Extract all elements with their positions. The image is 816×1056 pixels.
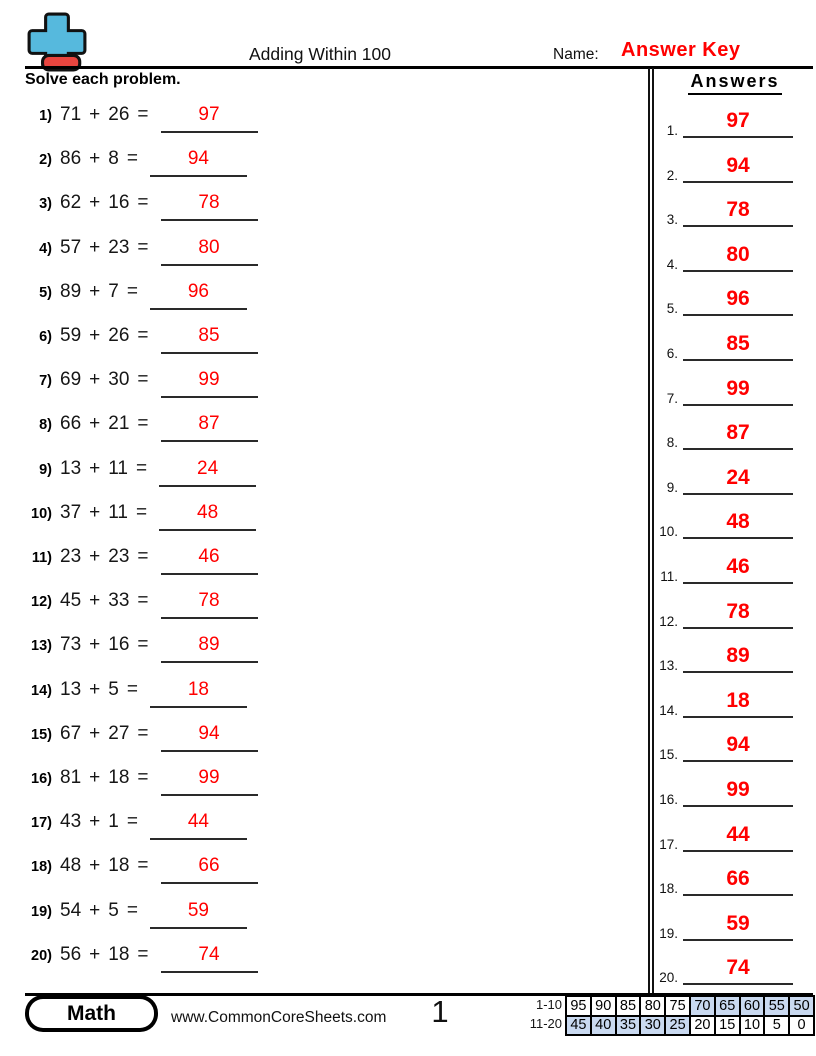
operand-a: 73 — [60, 634, 82, 656]
answer-key-line — [683, 552, 793, 584]
operand-b: 27 — [108, 722, 130, 744]
operand-a: 56 — [60, 943, 82, 965]
answer-value: 96 — [187, 280, 209, 302]
answer-key-row — [656, 554, 793, 584]
problem-number: 19) — [31, 903, 52, 920]
equals-sign: = — [137, 369, 149, 391]
equals-sign: = — [137, 722, 149, 744]
operand-a: 37 — [60, 501, 82, 523]
answer-value: 74 — [198, 943, 220, 965]
problem-number: 8) — [39, 417, 52, 434]
answer-key-row — [656, 822, 793, 852]
answer-number: 1. — [666, 123, 678, 138]
score-cell: 40 — [591, 1016, 616, 1036]
problem-number: 3) — [39, 196, 52, 213]
answer-value: 94 — [187, 148, 209, 170]
answer-key-line — [683, 864, 793, 896]
equals-sign: = — [137, 855, 149, 877]
answer-key-row — [656, 643, 793, 673]
answer-number: 9. — [666, 479, 678, 495]
answer-number: 12. — [659, 613, 678, 629]
score-cell: 0 — [789, 1016, 814, 1036]
score-cell: 85 — [616, 996, 641, 1016]
answer-key-line — [683, 106, 793, 138]
equals-sign: = — [135, 457, 148, 479]
equals-sign: = — [126, 148, 138, 170]
answer-number: 10. — [659, 524, 678, 540]
problem-number: 1) — [39, 108, 52, 124]
answer-value: 46 — [198, 546, 220, 567]
operand-a: 45 — [60, 590, 82, 612]
score-cell: 60 — [740, 996, 765, 1016]
problem-number: 10) — [31, 505, 52, 522]
operand-a: 89 — [60, 280, 82, 302]
equals-sign: = — [135, 501, 148, 523]
answer-key-row — [656, 465, 793, 495]
equals-sign: = — [137, 767, 149, 788]
equals-sign: = — [126, 280, 138, 302]
answer-key-row — [656, 732, 793, 762]
operand-b: 5 — [108, 899, 119, 921]
problem-number: 11) — [31, 550, 52, 566]
answer-key-line — [683, 909, 793, 941]
answer-value: 78 — [198, 192, 220, 214]
problem-number: 16) — [31, 771, 52, 787]
operand-b: 16 — [108, 634, 130, 656]
score-cell: 35 — [616, 1016, 641, 1036]
operand-b: 18 — [108, 943, 130, 965]
answer-value: 80 — [198, 236, 220, 258]
answer-number: 17. — [659, 836, 678, 852]
plus-operator: + — [89, 236, 101, 258]
problem-number: 15) — [31, 726, 52, 743]
plus-operator: + — [89, 943, 101, 965]
problem-number: 17) — [31, 815, 52, 832]
score-cell: 5 — [764, 1016, 789, 1036]
plus-operator: + — [89, 767, 101, 788]
problem-number: 13) — [31, 638, 52, 655]
score-cell: 20 — [690, 1016, 715, 1036]
answer-key-value: 78 — [726, 198, 750, 222]
equals-sign: = — [137, 192, 149, 214]
answer-key-value: 94 — [726, 733, 750, 757]
answer-value: 59 — [187, 899, 209, 921]
operand-b: 33 — [108, 590, 130, 612]
answer-key-value: 46 — [726, 555, 750, 578]
answer-key-line — [683, 418, 793, 450]
operand-b: 26 — [108, 325, 130, 346]
score-cell: 25 — [665, 1016, 690, 1036]
score-table — [565, 995, 815, 1036]
operand-b: 8 — [108, 148, 119, 170]
operand-a: 57 — [60, 236, 82, 258]
answer-value: 99 — [198, 369, 220, 391]
plus-operator: + — [89, 148, 101, 170]
answer-value: 99 — [198, 767, 220, 788]
answer-value: 94 — [198, 722, 220, 744]
subject-badge-label: Math — [29, 999, 154, 1028]
answer-key-value: 96 — [726, 287, 750, 311]
answer-key-line — [683, 329, 793, 361]
problem-number: 14) — [31, 682, 52, 699]
answer-number: 4. — [666, 256, 678, 272]
plus-operator: + — [89, 192, 101, 214]
answer-key-value: 44 — [726, 822, 750, 846]
answer-key-value: 89 — [726, 644, 750, 668]
score-cell: 70 — [690, 996, 715, 1016]
answer-value: 24 — [197, 457, 219, 479]
answer-key-row — [656, 286, 793, 316]
answer-number: 7. — [666, 390, 678, 406]
plus-operator: + — [89, 722, 101, 744]
score-row2-label: 11-20 — [529, 1016, 562, 1031]
answer-number: 16. — [659, 792, 678, 807]
operand-a: 66 — [60, 413, 82, 435]
answer-key-line — [683, 507, 793, 539]
answer-number: 20. — [659, 970, 678, 986]
operand-b: 18 — [108, 855, 130, 877]
answer-key-row — [656, 420, 793, 450]
plus-operator: + — [89, 546, 101, 567]
answer-key-line — [683, 195, 793, 227]
equals-sign: = — [137, 634, 149, 656]
answer-key-value: 87 — [726, 421, 750, 445]
plus-operator: + — [89, 104, 101, 125]
plus-operator: + — [89, 280, 101, 302]
equals-sign: = — [126, 811, 138, 833]
answer-number: 15. — [659, 747, 678, 763]
plus-operator: + — [89, 457, 101, 479]
problem-number: 20) — [31, 947, 52, 964]
name-label: Name: — [553, 46, 599, 63]
problem-number: 18) — [31, 859, 52, 876]
operand-a: 69 — [60, 369, 82, 391]
website-url: www.CommonCoreSheets.com — [171, 1009, 387, 1026]
answer-key-row — [656, 509, 793, 539]
subject-badge — [25, 995, 158, 1032]
operand-a: 23 — [60, 546, 82, 567]
answer-key-row — [656, 242, 793, 272]
answer-number: 8. — [666, 435, 678, 451]
operand-a: 43 — [60, 811, 82, 833]
answer-value: 89 — [198, 634, 220, 656]
plus-operator: + — [89, 501, 101, 523]
answer-key-value: 66 — [726, 867, 750, 891]
operand-b: 11 — [108, 501, 128, 523]
problem-number: 2) — [39, 152, 52, 169]
answer-number: 3. — [666, 212, 678, 228]
answer-value: 66 — [198, 855, 220, 877]
score-cell: 55 — [764, 996, 789, 1016]
problem-number: 6) — [39, 329, 52, 345]
answer-key-line — [683, 775, 793, 807]
problem-number: 4) — [39, 240, 52, 257]
answer-value: 97 — [198, 104, 220, 125]
answer-key-line — [683, 597, 793, 629]
operand-b: 23 — [108, 546, 130, 567]
answer-key-row — [656, 688, 793, 718]
answer-number: 11. — [660, 569, 678, 584]
answer-key-value: 80 — [726, 242, 750, 266]
operand-b: 18 — [108, 767, 130, 788]
answer-key-row — [656, 955, 793, 985]
equals-sign: = — [126, 678, 138, 700]
answer-key-row — [656, 197, 793, 227]
plus-operator: + — [89, 590, 101, 612]
plus-operator: + — [89, 899, 101, 921]
equals-sign: = — [137, 413, 149, 435]
plus-operator: + — [89, 413, 101, 435]
answer-key-line — [683, 240, 793, 272]
answer-value: 78 — [198, 590, 220, 612]
answer-key-row — [656, 153, 793, 183]
plus-operator: + — [89, 369, 101, 391]
page-number: 1 — [431, 994, 449, 1029]
operand-b: 26 — [108, 104, 130, 125]
answer-key-line — [683, 641, 793, 673]
problem-number: 12) — [31, 594, 52, 611]
operand-a: 81 — [60, 767, 82, 788]
plus-operator: + — [89, 811, 101, 833]
answer-key-line — [683, 284, 793, 316]
answer-number: 6. — [666, 346, 678, 361]
operand-b: 5 — [108, 678, 119, 700]
answer-number: 13. — [659, 658, 678, 674]
operand-a: 54 — [60, 899, 82, 921]
answer-key-row — [656, 777, 793, 807]
answer-key-value: 24 — [726, 465, 750, 489]
answer-key-value: 99 — [726, 778, 750, 801]
score-cell: 15 — [715, 1016, 740, 1036]
answer-key-value: 97 — [726, 109, 750, 132]
answer-value: 85 — [198, 325, 220, 346]
answer-key-text: Answer Key — [621, 39, 741, 61]
answer-key-value: 85 — [726, 332, 750, 355]
answer-number: 2. — [666, 167, 678, 183]
score-cell: 10 — [740, 1016, 765, 1036]
equals-sign: = — [137, 943, 149, 965]
score-cell: 90 — [591, 996, 616, 1016]
equals-sign: = — [137, 546, 149, 567]
problem-number: 5) — [39, 284, 52, 301]
score-cell: 80 — [640, 996, 665, 1016]
answer-value: 44 — [187, 811, 209, 833]
answer-key-value: 18 — [726, 688, 750, 712]
answer-key-line — [683, 953, 793, 985]
answer-key-row — [656, 911, 793, 941]
score-row1-label: 1-10 — [535, 997, 562, 1012]
answer-key-line — [683, 730, 793, 762]
answer-number: 18. — [659, 881, 678, 897]
answer-key-row — [656, 376, 793, 406]
answer-value: 48 — [197, 501, 219, 523]
operand-b: 1 — [108, 811, 119, 833]
answer-key-line — [683, 463, 793, 495]
answer-key-value: 99 — [726, 376, 750, 400]
score-cell: 65 — [715, 996, 740, 1016]
operand-b: 30 — [108, 369, 130, 391]
answer-key-row — [656, 331, 793, 361]
answer-number: 19. — [659, 925, 678, 941]
answer-key-row — [656, 599, 793, 629]
answers-panel-title-text: Answers — [688, 71, 781, 95]
operand-b: 7 — [108, 280, 119, 302]
score-cell: 45 — [566, 1016, 591, 1036]
answer-key-line — [683, 686, 793, 718]
operand-a: 62 — [60, 192, 82, 214]
score-cell: 50 — [789, 996, 814, 1016]
equals-sign: = — [137, 325, 149, 346]
answer-key-value: 74 — [726, 956, 750, 980]
answer-key-line — [683, 374, 793, 406]
operand-b: 11 — [108, 457, 128, 479]
answer-key-value: 94 — [726, 153, 750, 177]
operand-a: 48 — [60, 855, 82, 877]
operand-a: 13 — [60, 457, 82, 479]
operand-b: 23 — [108, 236, 130, 258]
operand-b: 21 — [108, 413, 130, 435]
operand-a: 59 — [60, 325, 82, 346]
operand-a: 67 — [60, 722, 82, 744]
plus-operator: + — [89, 634, 101, 656]
answer-number: 14. — [659, 702, 678, 718]
score-cell: 75 — [665, 996, 690, 1016]
answer-value: 18 — [187, 678, 209, 700]
answer-key-value: 59 — [726, 911, 750, 935]
answer-value: 87 — [198, 413, 220, 435]
problem-number: 9) — [39, 461, 52, 478]
operand-a: 71 — [60, 104, 82, 125]
answer-key-line — [683, 151, 793, 183]
answer-key-row — [656, 108, 793, 138]
equals-sign: = — [137, 104, 149, 125]
score-cell: 30 — [640, 1016, 665, 1036]
answer-key-line — [683, 820, 793, 852]
plus-operator: + — [89, 325, 101, 346]
equals-sign: = — [137, 236, 149, 258]
answer-key-value: 78 — [726, 599, 750, 623]
answer-key-row — [656, 866, 793, 896]
page-title: Adding Within 100 — [248, 44, 392, 64]
equals-sign: = — [126, 899, 138, 921]
operand-a: 86 — [60, 148, 82, 170]
plus-operator: + — [89, 678, 101, 700]
answer-key-value: 48 — [726, 510, 750, 534]
plus-operator: + — [89, 855, 101, 877]
problem-number: 7) — [39, 373, 52, 390]
answer-number: 5. — [666, 301, 678, 317]
score-cell: 95 — [566, 996, 591, 1016]
equals-sign: = — [137, 590, 149, 612]
operand-b: 16 — [108, 192, 130, 214]
instructions-text: Solve each problem. — [25, 71, 181, 88]
operand-a: 13 — [60, 678, 82, 700]
